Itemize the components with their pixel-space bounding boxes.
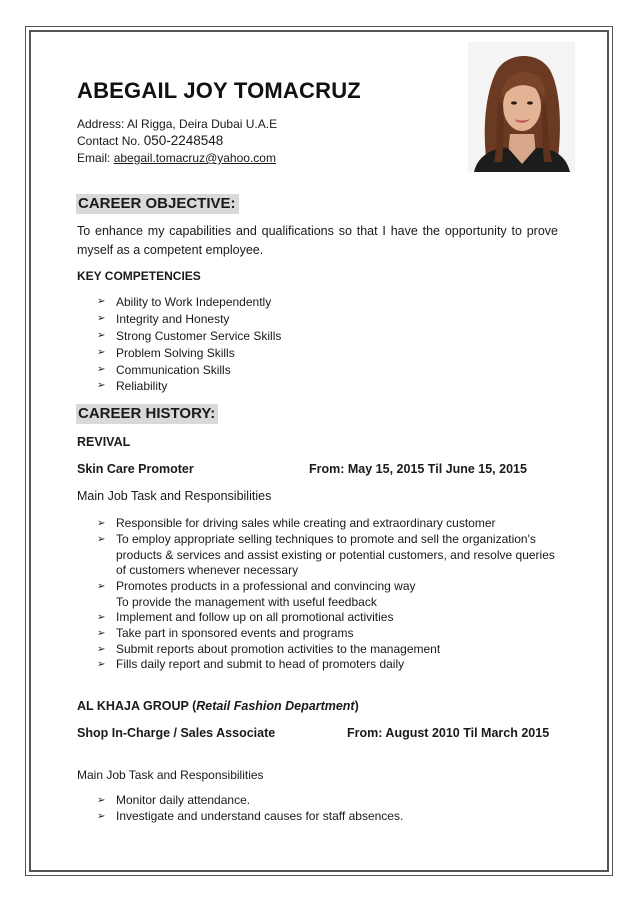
bullet-arrow-icon: ➢ xyxy=(97,313,106,324)
address-label: Address: xyxy=(77,117,128,131)
job-period: From: August 2010 Til March 2015 xyxy=(347,726,550,740)
job-task-item: ➢ Responsible for driving sales while creating and extraordinary customer xyxy=(97,516,496,530)
bullet-arrow-icon: ➢ xyxy=(97,612,106,623)
bullet-arrow-icon: ➢ xyxy=(97,296,106,307)
job-tasks-heading: Main Job Task and Responsibilities xyxy=(77,489,272,503)
bullet-arrow-icon: ➢ xyxy=(97,795,106,806)
job-period: From: May 15, 2015 Til June 15, 2015 xyxy=(309,462,527,476)
career-objective-heading: CAREER OBJECTIVE: xyxy=(76,194,239,214)
applicant-name: ABEGAIL JOY TOMACRUZ xyxy=(77,78,361,103)
profile-photo xyxy=(468,42,575,172)
email-link[interactable]: abegail.tomacruz@yahoo.com xyxy=(113,151,276,165)
job-task-item: ➢ Take part in sponsored events and programs xyxy=(97,626,354,640)
bullet-arrow-icon: ➢ xyxy=(97,347,106,358)
address-value: Al Rigga, Deira Dubai U.A.E xyxy=(127,117,278,131)
bullet-arrow-icon: ➢ xyxy=(97,659,106,670)
job-task-item: ➢ Implement and follow up on all promotional activities xyxy=(97,610,394,624)
career-objective-text: To enhance my capabilities and qualifications so that I have the opportunity to prove myself as a competent employee. xyxy=(77,224,558,257)
job-title: Skin Care Promoter xyxy=(77,462,194,476)
bullet-arrow-icon: ➢ xyxy=(97,628,106,639)
job-tasks-heading: Main Job Task and Responsibilities xyxy=(77,768,264,782)
bullet-arrow-icon: ➢ xyxy=(97,330,106,341)
bullet-arrow-icon: ➢ xyxy=(97,811,106,822)
bullet-arrow-icon: ➢ xyxy=(97,644,106,655)
job-title: Shop In-Charge / Sales Associate xyxy=(77,726,276,740)
job-task-item: ➢ Promotes products in a professional and convincing way To provide the management with useful feedback xyxy=(97,579,416,609)
job-task-item: ➢ To employ appropriate selling techniques to promote and sell the organization's products & services and assist existing or potential customers, and resolve queries of customers whenever necessary xyxy=(97,532,555,578)
career-history-heading: CAREER HISTORY: xyxy=(76,404,218,424)
job-department: Retail Fashion Department xyxy=(196,699,355,713)
job-task-item: ➢ Fills daily report and submit to head of promoters daily xyxy=(97,657,405,671)
job-task-item: ➢ Monitor daily attendance. xyxy=(97,793,251,807)
contact-label: Contact No. xyxy=(77,134,144,148)
job-task-item: ➢ Submit reports about promotion activities to the management xyxy=(97,642,441,656)
job-company: REVIVAL xyxy=(77,435,131,449)
contact-value: 050-2248548 xyxy=(143,133,224,148)
bullet-arrow-icon: ➢ xyxy=(97,380,106,391)
key-competencies-heading: KEY COMPETENCIES xyxy=(77,269,201,283)
email-line xyxy=(77,151,276,165)
contact-line xyxy=(77,133,223,148)
email-label: Email: xyxy=(77,151,114,165)
job-task-item: ➢ Investigate and understand causes for staff absences. xyxy=(97,809,404,823)
address-line xyxy=(77,117,277,131)
bullet-arrow-icon: ➢ xyxy=(97,364,106,375)
bullet-arrow-icon: ➢ xyxy=(97,581,106,592)
bullet-arrow-icon: ➢ xyxy=(97,518,106,529)
bullet-arrow-icon: ➢ xyxy=(97,534,106,545)
job-company: AL KHAJA GROUP (Retail Fashion Department) xyxy=(77,699,359,713)
